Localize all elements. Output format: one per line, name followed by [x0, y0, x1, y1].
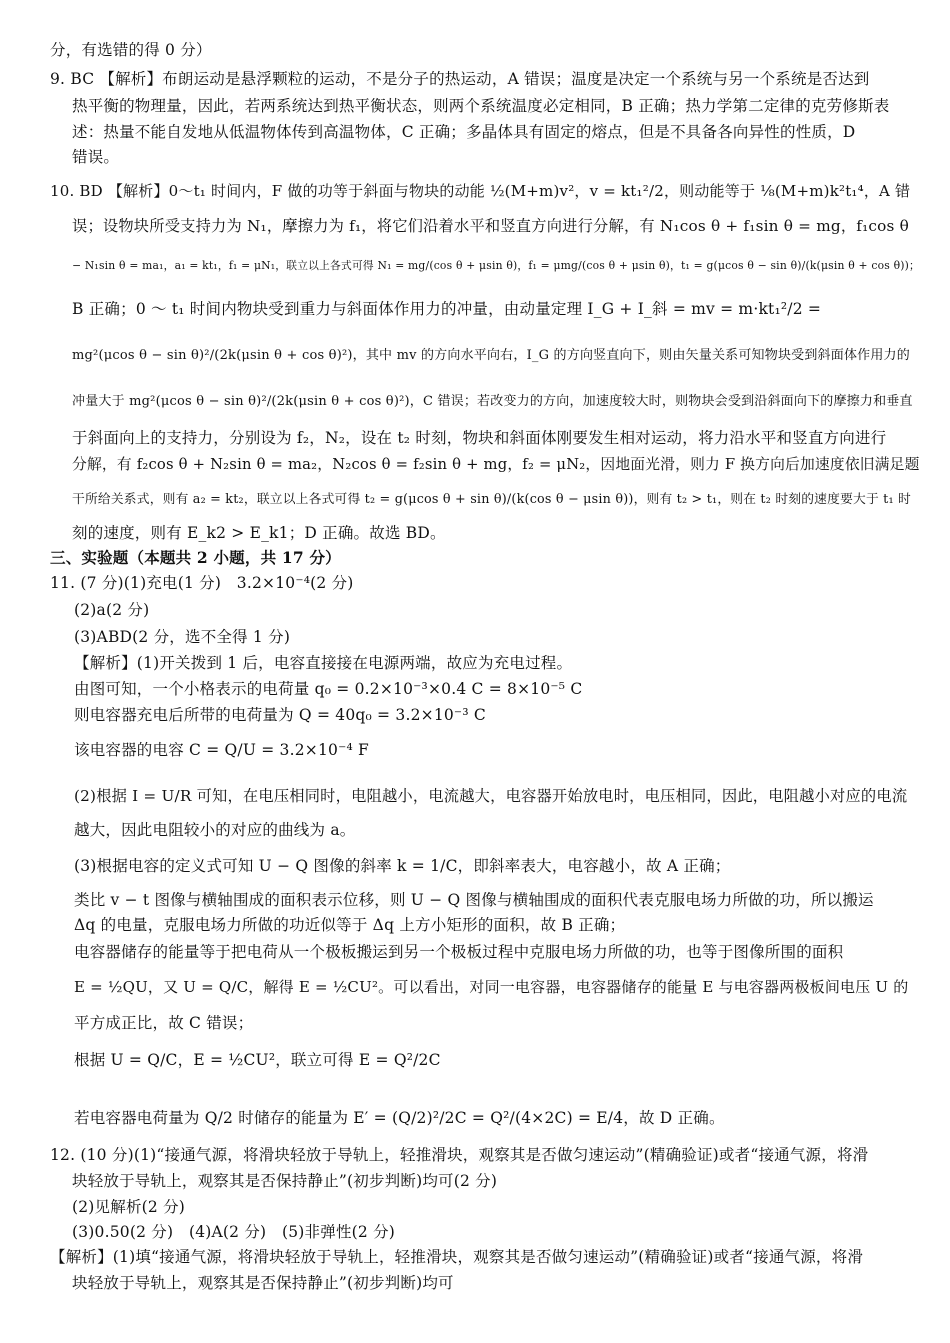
text-line: 【解析】(1)填“接通气源，将滑块轻放于导轨上，轻推滑块，观察其是否做匀速运动”(精确验证)或者“接通气源，将滑 — [50, 1248, 864, 1266]
text-line: 错误。 — [72, 148, 120, 166]
text-line: 则电容器充电后所带的电荷量为 Q = 40q₀ = 3.2×10⁻³ C — [74, 706, 486, 724]
text-line: 11. (7 分)(1)充电(1 分) 3.2×10⁻⁴(2 分) — [50, 574, 354, 592]
text-line: 分，有选错的得 0 分） — [50, 41, 212, 59]
text-line: 平方成正比，故 C 错误； — [74, 1014, 254, 1032]
text-line: − N₁sin θ = ma₁，a₁ = kt₁，f₁ = μN₁，联立以上各式可得 N₁ = mg/(cos θ + μsin θ)，f₁ = μmg/(cos θ + μsin θ)，t₁ = g(μcos θ − sin θ)/(k(μsin θ + cos θ))； — [72, 259, 920, 272]
text-line: 该电容器的电容 C = Q/U = 3.2×10⁻⁴ F — [74, 741, 369, 759]
text-line: 【解析】(1)开关拨到 1 后，电容直接接在电源两端，故应为充电过程。 — [74, 654, 573, 672]
text-line: 述：热量不能自发地从低温物体传到高温物体，C 正确；多晶体具有固定的熔点，但是不具备各向异性的性质，D — [72, 123, 856, 141]
text-line: (3)0.50(2 分) (4)A(2 分) (5)非弹性(2 分) — [72, 1223, 396, 1241]
text-line: (2)a(2 分) — [74, 601, 150, 619]
text-line: B 正确；0 ～ t₁ 时间内物块受到重力与斜面体作用力的冲量，由动量定理 I_G + I_斜 = mv = m·kt₁²/2 = — [72, 300, 822, 318]
text-line: 由图可知，一个小格表示的电荷量 q₀ = 0.2×10⁻³×0.4 C = 8×10⁻⁵ C — [74, 680, 583, 698]
text-line: 于斜面向上的支持力，分别设为 f₂，N₂，设在 t₂ 时刻，物块和斜面体刚要发生相对运动，将力沿水平和竖直方向进行 — [72, 429, 887, 447]
text-line: Δq 的电量，克服电场力所做的功近似等于 Δq 上方小矩形的面积，故 B 正确； — [74, 916, 626, 934]
text-line: 误；设物块所受支持力为 N₁，摩擦力为 f₁，将它们沿着水平和竖直方向进行分解，有 N₁cos θ + f₁sin θ = mg，f₁cos θ — [72, 217, 910, 235]
text-line: 根据 U = Q/C，E = ½CU²，联立可得 E = Q²/2C — [74, 1051, 441, 1069]
text-line: 若电容器电荷量为 Q/2 时储存的能量为 E′ = (Q/2)²/2C = Q²/(4×2C) = E/4，故 D 正确。 — [74, 1109, 725, 1127]
text-line: 9. BC 【解析】布朗运动是悬浮颗粒的运动，不是分子的热运动，A 错误；温度是决定一个系统与另一个系统是否达到 — [50, 70, 870, 88]
text-line: 分解，有 f₂cos θ + N₂sin θ = ma₂，N₂cos θ = f₂sin θ + mg，f₂ = μN₂，因地面光滑，则力 F 换方向后加速度依旧满足题 — [72, 456, 920, 473]
text-line: (2)见解析(2 分) — [72, 1198, 186, 1216]
text-line: 越大，因此电阻较小的对应的曲线为 a。 — [74, 821, 356, 839]
text-line: 12. (10 分)(1)“接通气源，将滑块轻放于导轨上，轻推滑块，观察其是否做匀速运动”(精确验证)或者“接通气源，将滑 — [50, 1146, 869, 1164]
text-line: (2)根据 I = U/R 可知，在电压相同时，电阻越小，电流越大，电容器开始放电时，电压相同，因此，电阻越小对应的电流 — [74, 787, 908, 805]
text-line: 干所给关系式，则有 a₂ = kt₂，联立以上各式可得 t₂ = g(μcos θ + sin θ)/(k(cos θ − μsin θ))，则有 t₂ > t₁，则在 t₂ 时刻的速度要大于 t₁ 时 — [72, 492, 912, 507]
text-line: E = ½QU，又 U = Q/C，解得 E = ½CU²。可以看出，对同一电容器，电容器储存的能量 E 与电容器两极板间电压 U 的 — [74, 978, 909, 996]
text-line: (3)根据电容的定义式可知 U − Q 图像的斜率 k = 1/C，即斜率表大，电容越小，故 A 正确； — [74, 857, 731, 875]
text-line: 冲量大于 mg²(μcos θ − sin θ)²/(2k(μsin θ + cos θ)²)，C 错误；若改变力的方向，加速度较大时，则物块会受到沿斜面向下的摩擦力和垂直 — [72, 394, 913, 409]
text-line: 块轻放于导轨上，观察其是否保持静止”(初步判断)均可(2 分) — [72, 1172, 498, 1190]
text-line: mg²(μcos θ − sin θ)²/(2k(μsin θ + cos θ)²)，其中 mv 的方向水平向右，I_G 的方向竖直向下，则由矢量关系可知物块受到斜面体作用力的 — [72, 348, 910, 363]
section-heading: 三、实验题（本题共 2 小题，共 17 分） — [50, 548, 341, 567]
text-line: 刻的速度，则有 E_k2 > E_k1；D 正确。故选 BD。 — [72, 524, 446, 542]
text-line: 10. BD 【解析】0～t₁ 时间内，F 做的功等于斜面与物块的动能 ½(M+m)v²，v = kt₁²/2，则动能等于 ⅛(M+m)k²t₁⁴，A 错 — [50, 182, 911, 200]
text-line: 类比 v − t 图像与横轴围成的面积表示位移，则 U − Q 图像与横轴围成的面积代表克服电场力所做的功，所以搬运 — [74, 891, 874, 909]
text-line: 热平衡的物理量，因此，若两系统达到热平衡状态，则两个系统温度必定相同，B 正确；热力学第二定律的克劳修斯表 — [72, 97, 890, 115]
text-line: 电容器储存的能量等于把电荷从一个极板搬运到另一个极板过程中克服电场力所做的功，也等于图像所围的面积 — [74, 943, 844, 961]
text-line: 块轻放于导轨上，观察其是否保持静止”(初步判断)均可 — [72, 1274, 454, 1292]
text-line: (3)ABD(2 分，选不全得 1 分) — [74, 628, 291, 646]
